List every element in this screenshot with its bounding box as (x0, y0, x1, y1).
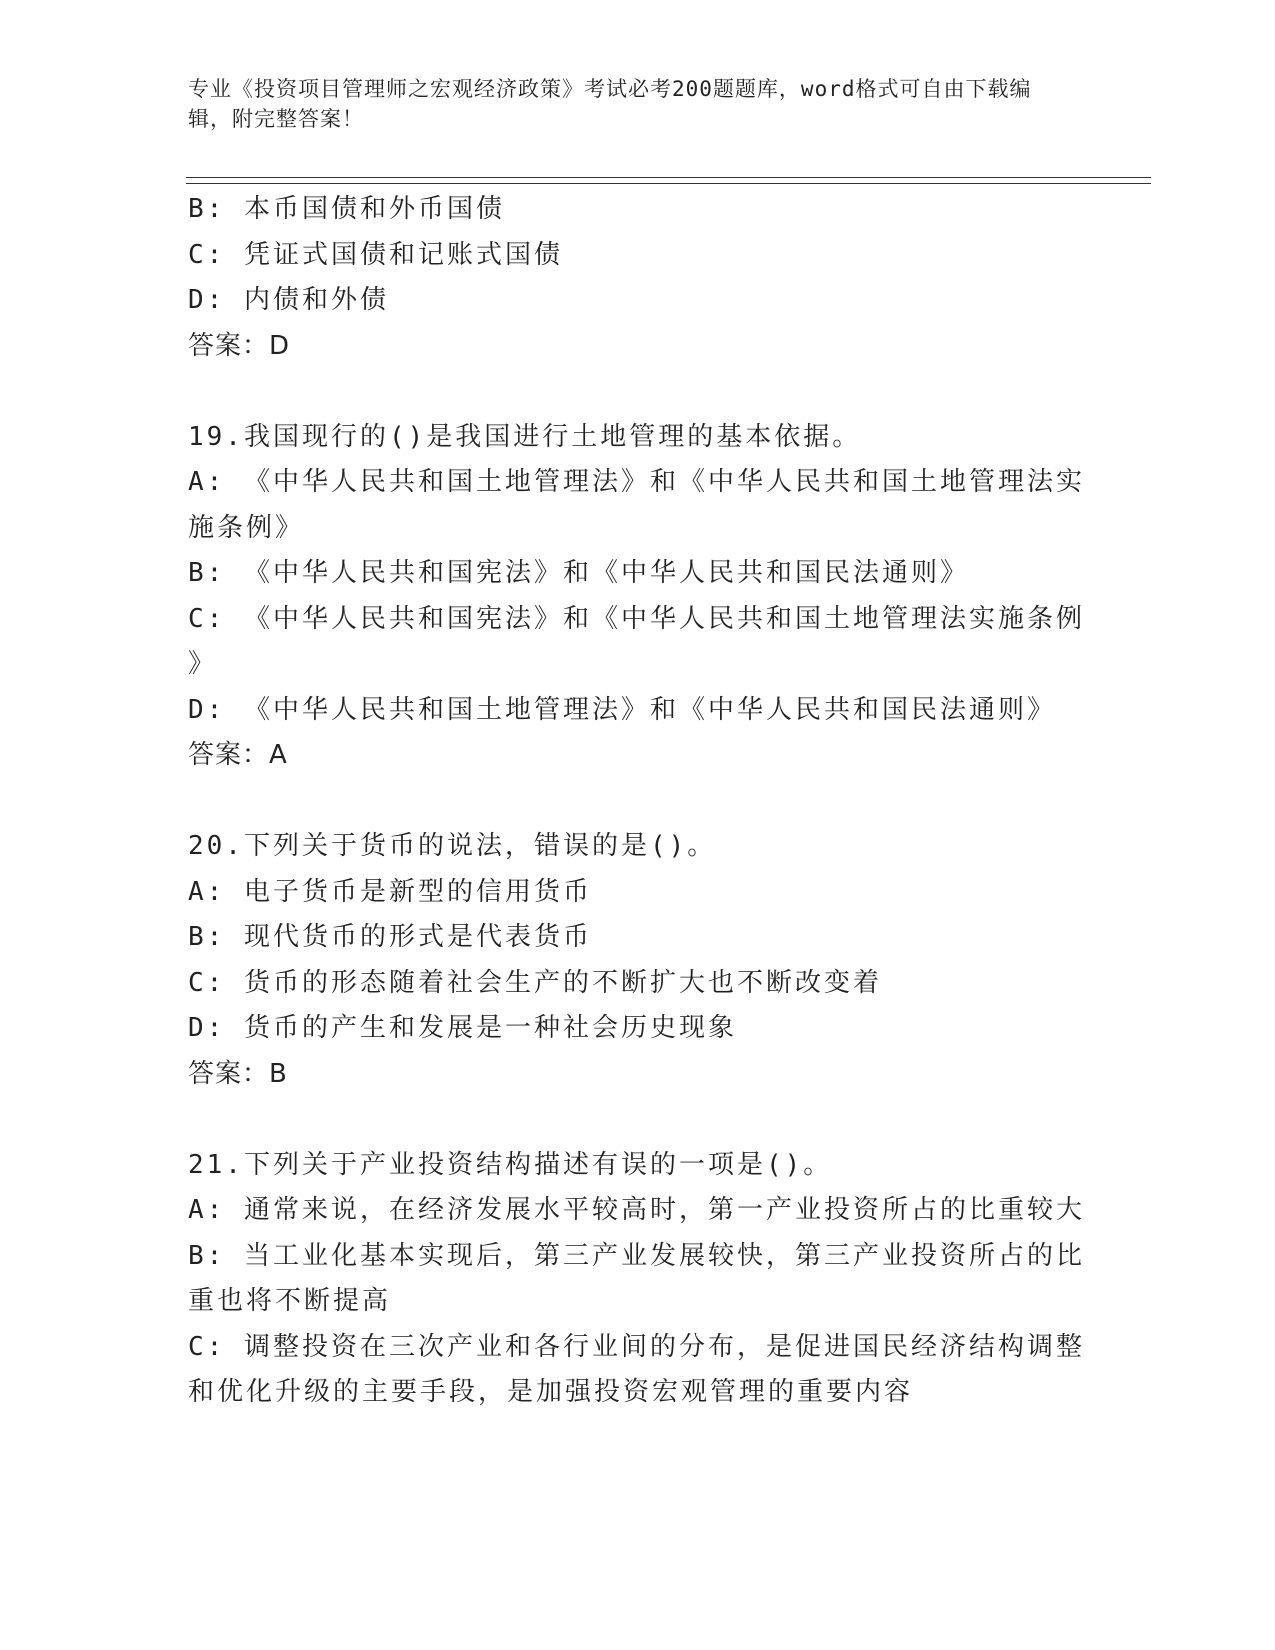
option-a-line-2: 施条例》 (188, 512, 305, 543)
option-a-line-1: A: 《中华人民共和国土地管理法》和《中华人民共和国土地管理法实 (188, 467, 1085, 497)
answer: 答案：B (188, 1058, 288, 1089)
option-b: B: 《中华人民共和国宪法》和《中华人民共和国民法通则》 (188, 558, 969, 588)
answer: 答案：A (188, 740, 288, 770)
option-b-line-2: 重也将不断提高 (188, 1286, 392, 1316)
option-c-line-2: 》 (188, 649, 218, 679)
option-c-line-1: C: 《中华人民共和国宪法》和《中华人民共和国土地管理法实施条例 (188, 603, 1085, 634)
option-c: C: 货币的形态随着社会生产的不断扩大也不断改变着 (188, 967, 882, 998)
option-d: D: 货币的产生和发展是一种社会历史现象 (188, 1013, 737, 1043)
answer: 答案：D (188, 330, 291, 361)
header-divider-bottom (186, 183, 1151, 184)
question-text: 20.下列关于货币的说法，错误的是()。 (188, 831, 717, 861)
option-b: B: 本币国债和外币国债 (188, 194, 505, 224)
document-header: 专业《投资项目管理师之宏观经济政策》考试必考200题题库，word格式可自由下载编辑，附完整答案！ (188, 77, 1032, 131)
option-c-line-1: C: 调整投资在三次产业和各行业间的分布，是促进国民经济结构调整 (188, 1331, 1085, 1362)
option-c-line-2: 和优化升级的主要手段，是加强投资宏观管理的重要内容 (188, 1377, 914, 1407)
question-list (188, 187, 1088, 1416)
option-d: D: 《中华人民共和国土地管理法》和《中华人民共和国民法通则》 (188, 694, 1056, 725)
question-text: 19.我国现行的()是我国进行土地管理的基本依据。 (188, 421, 862, 452)
question-text: 21.下列关于产业投资结构描述有误的一项是()。 (188, 1149, 833, 1180)
question-19 (188, 415, 1088, 779)
option-c: C: 凭证式国债和记账式国债 (188, 239, 563, 270)
option-b: B: 现代货币的形式是代表货币 (188, 922, 592, 952)
question-20 (188, 824, 1088, 1097)
header-divider-top (186, 177, 1151, 178)
option-b-line-1: B: 当工业化基本实现后，第三产业发展较快，第三产业投资所占的比 (188, 1240, 1085, 1271)
option-d: D: 内债和外债 (188, 285, 389, 315)
question-21 (188, 1143, 1088, 1416)
question-18 (188, 187, 1088, 369)
option-a: A: 通常来说，在经济发展水平较高时，第一产业投资所占的比重较大 (188, 1195, 1085, 1225)
option-a: A: 电子货币是新型的信用货币 (188, 876, 592, 907)
